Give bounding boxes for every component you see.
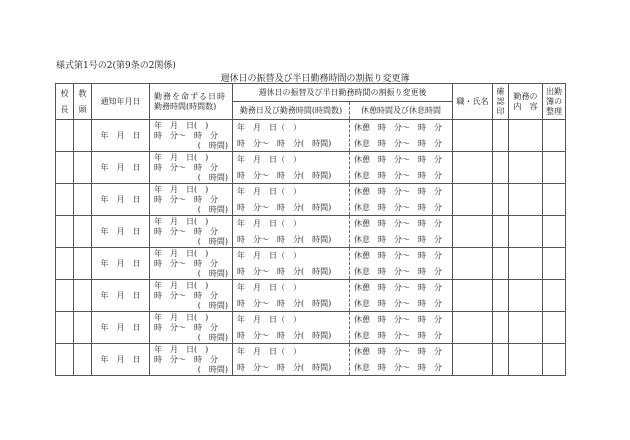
cell-seal[interactable]	[493, 152, 509, 184]
cell-rest-time[interactable]: 休憩 時 分〜 時 分 休息 時 分〜 時 分	[350, 216, 453, 248]
cell-notice-date[interactable]: 年 月 日	[92, 152, 150, 184]
table-row	[56, 280, 566, 312]
header-attendance: 出勤 簿の 整理	[543, 84, 566, 120]
header-rest-time: 休憩時間及び休息時間	[350, 102, 453, 120]
cell-attendance[interactable]	[543, 248, 566, 280]
cell-work-date[interactable]: 年 月 日（ ） 時 分〜 時 分( 時間)	[233, 184, 350, 216]
header-name: 職・氏名	[453, 84, 493, 120]
cell-kyoto[interactable]	[74, 120, 92, 152]
header-work-content: 勤務の 内 容	[509, 84, 543, 120]
cell-work-date[interactable]: 年 月 日（ ） 時 分〜 時 分( 時間)	[233, 216, 350, 248]
cell-work-content[interactable]	[509, 344, 543, 376]
cell-seal[interactable]	[493, 216, 509, 248]
cell-rest-time[interactable]: 休憩 時 分〜 時 分 休息 時 分〜 時 分	[350, 120, 453, 152]
cell-rest-time[interactable]: 休憩 時 分〜 時 分 休息 時 分〜 時 分	[350, 280, 453, 312]
cell-rest-time[interactable]: 休憩 時 分〜 時 分 休息 時 分〜 時 分	[350, 344, 453, 376]
cell-work-content[interactable]	[509, 216, 543, 248]
cell-order-datetime[interactable]: 年 月 日( ) 時 分〜 時 分 ( 時間)	[150, 344, 233, 376]
cell-rest-time[interactable]: 休憩 時 分〜 時 分 休息 時 分〜 時 分	[350, 312, 453, 344]
cell-rest-time[interactable]: 休憩 時 分〜 時 分 休息 時 分〜 時 分	[350, 152, 453, 184]
header-notice-date: 通知年月日	[92, 84, 150, 120]
cell-notice-date[interactable]: 年 月 日	[92, 312, 150, 344]
cell-seal[interactable]	[493, 120, 509, 152]
cell-order-datetime[interactable]: 年 月 日( ) 時 分〜 時 分 ( 時間)	[150, 248, 233, 280]
cell-work-content[interactable]	[509, 280, 543, 312]
cell-name[interactable]	[453, 248, 493, 280]
cell-name[interactable]	[453, 312, 493, 344]
cell-attendance[interactable]	[543, 152, 566, 184]
header-kyoto: 教 頭	[74, 84, 92, 120]
cell-seal[interactable]	[493, 312, 509, 344]
form-number: 様式第1号の2(第9条の2関係)	[56, 61, 176, 71]
cell-seal[interactable]	[493, 280, 509, 312]
cell-kyoto[interactable]	[74, 312, 92, 344]
cell-kocho[interactable]	[56, 216, 74, 248]
cell-kocho[interactable]	[56, 248, 74, 280]
cell-work-content[interactable]	[509, 248, 543, 280]
cell-kyoto[interactable]	[74, 248, 92, 280]
cell-rest-time[interactable]: 休憩 時 分〜 時 分 休息 時 分〜 時 分	[350, 248, 453, 280]
table-row	[56, 184, 566, 216]
cell-seal[interactable]	[493, 248, 509, 280]
cell-name[interactable]	[453, 216, 493, 248]
cell-kocho[interactable]	[56, 280, 74, 312]
cell-attendance[interactable]	[543, 344, 566, 376]
cell-order-datetime[interactable]: 年 月 日( ) 時 分〜 時 分 ( 時間)	[150, 184, 233, 216]
cell-notice-date[interactable]: 年 月 日	[92, 280, 150, 312]
cell-order-datetime[interactable]: 年 月 日( ) 時 分〜 時 分 ( 時間)	[150, 152, 233, 184]
cell-name[interactable]	[453, 120, 493, 152]
header-order-datetime: 勤務を命ずる日時 勤務時間(時間数)	[150, 84, 233, 120]
cell-attendance[interactable]	[543, 184, 566, 216]
cell-work-content[interactable]	[509, 152, 543, 184]
cell-order-datetime[interactable]: 年 月 日( ) 時 分〜 時 分 ( 時間)	[150, 120, 233, 152]
header-after-change: 週休日の振替及び半日勤務時間の割振り変更後	[233, 84, 453, 102]
table-row	[56, 120, 566, 152]
cell-seal[interactable]	[493, 344, 509, 376]
cell-name[interactable]	[453, 280, 493, 312]
table-row	[56, 248, 566, 280]
cell-order-datetime[interactable]: 年 月 日( ) 時 分〜 時 分 ( 時間)	[150, 216, 233, 248]
cell-work-date[interactable]: 年 月 日（ ） 時 分〜 時 分( 時間)	[233, 344, 350, 376]
cell-work-date[interactable]: 年 月 日（ ） 時 分〜 時 分( 時間)	[233, 152, 350, 184]
cell-order-datetime[interactable]: 年 月 日( ) 時 分〜 時 分 ( 時間)	[150, 280, 233, 312]
register-table	[55, 83, 566, 376]
cell-kocho[interactable]	[56, 184, 74, 216]
cell-attendance[interactable]	[543, 216, 566, 248]
page-title: 週休日の振替及び半日勤務時間の割振り変更簿	[220, 74, 410, 84]
cell-notice-date[interactable]: 年 月 日	[92, 216, 150, 248]
header-row-1	[56, 84, 566, 102]
cell-notice-date[interactable]: 年 月 日	[92, 120, 150, 152]
cell-kocho[interactable]	[56, 312, 74, 344]
table-row	[56, 312, 566, 344]
cell-attendance[interactable]	[543, 312, 566, 344]
cell-work-content[interactable]	[509, 120, 543, 152]
cell-kyoto[interactable]	[74, 280, 92, 312]
cell-name[interactable]	[453, 184, 493, 216]
cell-kocho[interactable]	[56, 152, 74, 184]
cell-kocho[interactable]	[56, 120, 74, 152]
cell-kyoto[interactable]	[74, 152, 92, 184]
cell-seal[interactable]	[493, 184, 509, 216]
cell-name[interactable]	[453, 152, 493, 184]
cell-kyoto[interactable]	[74, 216, 92, 248]
cell-rest-time[interactable]: 休憩 時 分〜 時 分 休息 時 分〜 時 分	[350, 184, 453, 216]
cell-kocho[interactable]	[56, 344, 74, 376]
cell-attendance[interactable]	[543, 280, 566, 312]
cell-order-datetime[interactable]: 年 月 日( ) 時 分〜 時 分 ( 時間)	[150, 312, 233, 344]
cell-kyoto[interactable]	[74, 344, 92, 376]
table-row	[56, 152, 566, 184]
cell-attendance[interactable]	[543, 120, 566, 152]
cell-kyoto[interactable]	[74, 184, 92, 216]
cell-notice-date[interactable]: 年 月 日	[92, 248, 150, 280]
header-kocho: 校 長	[56, 84, 74, 120]
cell-notice-date[interactable]: 年 月 日	[92, 344, 150, 376]
cell-work-date[interactable]: 年 月 日（ ） 時 分〜 時 分( 時間)	[233, 312, 350, 344]
cell-work-content[interactable]	[509, 184, 543, 216]
cell-work-date[interactable]: 年 月 日（ ） 時 分〜 時 分( 時間)	[233, 248, 350, 280]
cell-name[interactable]	[453, 344, 493, 376]
header-confirm-seal: 確 認 印	[493, 84, 509, 120]
cell-work-date[interactable]: 年 月 日（ ） 時 分〜 時 分( 時間)	[233, 120, 350, 152]
cell-work-content[interactable]	[509, 312, 543, 344]
header-work-date: 勤務日及び勤務時間(時間数)	[233, 102, 350, 120]
table-row	[56, 216, 566, 248]
table-row	[56, 344, 566, 376]
cell-work-date[interactable]: 年 月 日（ ） 時 分〜 時 分( 時間)	[233, 280, 350, 312]
cell-notice-date[interactable]: 年 月 日	[92, 184, 150, 216]
